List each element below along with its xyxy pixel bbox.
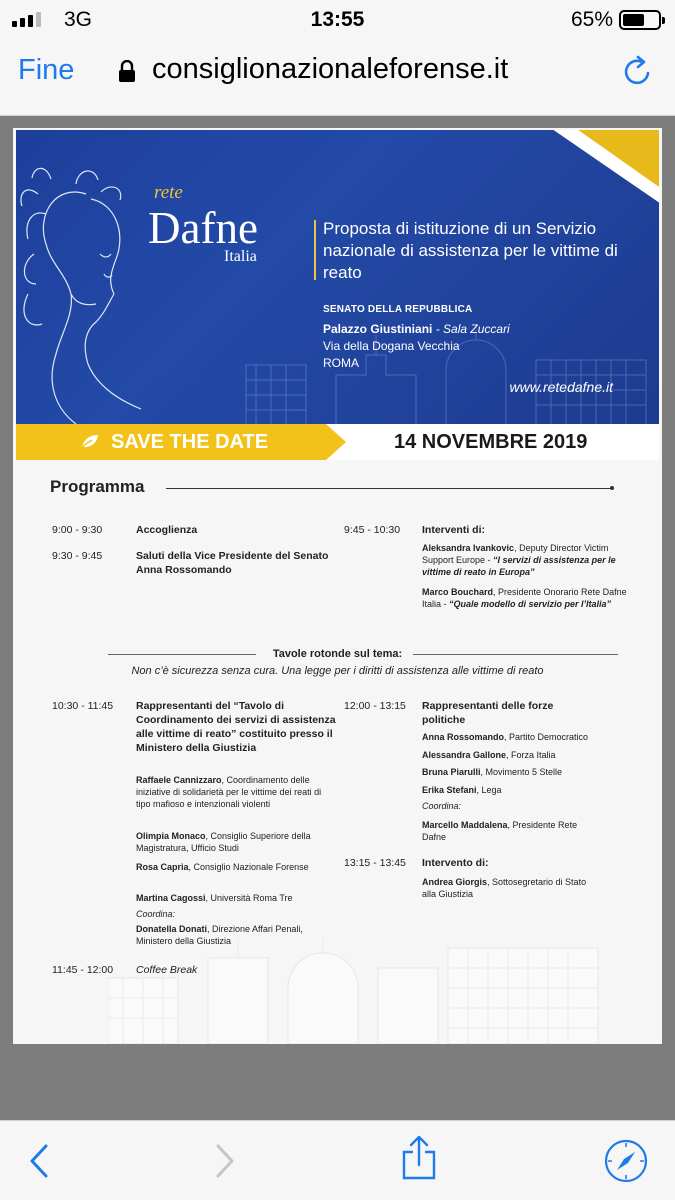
slot-time: 9:45 - 10:30 <box>344 524 401 536</box>
leaf-icon <box>80 433 100 451</box>
event-date: 14 NOVEMBRE 2019 <box>394 431 588 453</box>
share-icon[interactable] <box>400 1135 438 1181</box>
venue-city: ROMA <box>323 356 359 370</box>
safari-compass-icon[interactable] <box>604 1139 648 1183</box>
slot-title: Saluti della Vice Presidente del Senato Anna Rossomando <box>136 550 329 576</box>
heading-rule <box>166 488 614 489</box>
speaker-entry: Martina Cagossi, Università Roma Tre <box>136 893 293 903</box>
coord-label: Coordina: <box>422 801 462 811</box>
logo-italia-text: Italia <box>224 248 257 265</box>
venue-palace: Palazzo Giustiniani - Sala Zuccari <box>323 322 510 336</box>
flyer-banner <box>16 130 659 424</box>
footer-skyline-art <box>108 928 608 1044</box>
save-the-date-label: SAVE THE DATE <box>111 431 269 453</box>
battery-percent: 65% <box>570 8 613 31</box>
coordinator-entry: Marcello Maddalena, Presidente Rete Dafne <box>422 820 578 842</box>
browser-toolbar <box>0 1120 675 1200</box>
woman-illustration <box>16 154 146 424</box>
round-table-heading: Tavole rotonde sul tema: <box>272 648 403 660</box>
slot-time: 10:30 - 11:45 <box>52 700 114 712</box>
round-table-subtitle: Non c’è sicurezza senza cura. Una legge per i diritti di assistenza alle vittime di reato <box>131 665 544 677</box>
heading-rule-dot <box>610 486 614 490</box>
speaker-entry: Raffaele Cannizzaro, Coordinamento delle iniziative di solidarietà per le vittime dei reati di tipo mafioso e intenzionali violenti <box>136 775 322 809</box>
battery-icon <box>619 10 661 30</box>
url-label[interactable]: consiglionazionaleforense.it <box>152 53 509 85</box>
event-title: Proposta di istituzione di un Servizio nazionale di assistenza per le vittime di reato <box>323 219 618 282</box>
slot-title: Rappresentanti del “Tavolo di Coordinamento dei servizi di assistenza alle vittime di reato” costituito presso il Ministero della Giustizia <box>136 700 336 754</box>
website-link[interactable]: www.retedafne.it <box>509 379 613 395</box>
slot-title: Coffee Break <box>136 964 198 976</box>
title-divider <box>314 220 316 280</box>
gold-ribbon-decoration <box>539 130 659 230</box>
slot-title: Accoglienza <box>136 524 198 536</box>
clock: 13:55 <box>310 8 365 31</box>
slot-title: Intervento di: <box>422 857 489 869</box>
logo-rete-text: rete <box>154 182 183 203</box>
lock-icon <box>118 60 136 82</box>
slot-time: 9:30 - 9:45 <box>52 550 103 562</box>
venue-street: Via della Dogana Vecchia <box>323 339 460 353</box>
speaker-entry: Olimpia Monaco, Consiglio Superiore della Magistratura, Ufficio Studi <box>136 831 311 853</box>
speaker-entry: Marco Bouchard, Presidente Onorario Rete Dafne Italia - “Quale modello di servizio per l’Italia” <box>422 587 627 609</box>
speaker-entry: Erika Stefani, Lega <box>422 785 502 795</box>
programma-heading: Programma <box>50 477 145 496</box>
done-button[interactable]: Fine <box>18 54 75 86</box>
carrier-label: 3G <box>64 8 93 31</box>
slot-time: 9:00 - 9:30 <box>52 524 103 536</box>
slot-title: Interventi di: <box>422 524 486 536</box>
speaker-entry: Bruna Piarulli, Movimento 5 Stelle <box>422 767 563 777</box>
speaker-entry: Andrea Giorgis, Sottosegretario di Stato alla Giustizia <box>422 877 587 899</box>
web-viewport[interactable] <box>0 116 675 1120</box>
save-the-date-bar <box>16 424 659 460</box>
back-icon[interactable] <box>28 1143 50 1179</box>
slot-time: 13:15 - 13:45 <box>344 857 406 869</box>
logo-dafne-text: Dafne <box>148 203 258 253</box>
speaker-entry: Rosa Capria, Consiglio Nazionale Forense <box>136 862 309 872</box>
speaker-entry: Alessandra Gallone, Forza Italia <box>422 750 556 760</box>
venue-institution: SENATO DELLA REPUBBLICA <box>323 304 473 315</box>
slot-time: 11:45 - 12:00 <box>52 964 114 976</box>
reload-icon[interactable] <box>621 54 655 88</box>
status-bar <box>0 0 675 40</box>
coordinator-entry: Donatella Donati, Direzione Affari Penali, Ministero della Giustizia <box>136 924 303 946</box>
slot-time: 12:00 - 13:15 <box>344 700 406 712</box>
slot-title: Rappresentanti delle forze politiche <box>422 700 554 726</box>
speaker-entry: Aleksandra Ivankovic, Deputy Director Victim Support Europe - “I servizi di assistenza per le vittime di reato in Europa” <box>422 543 616 577</box>
coord-label: Coordina: <box>136 909 176 919</box>
forward-icon[interactable] <box>214 1143 236 1179</box>
speaker-entry: Anna Rossomando, Partito Democratico <box>422 732 589 742</box>
browser-nav-bar <box>0 40 675 116</box>
event-flyer <box>13 128 662 1044</box>
